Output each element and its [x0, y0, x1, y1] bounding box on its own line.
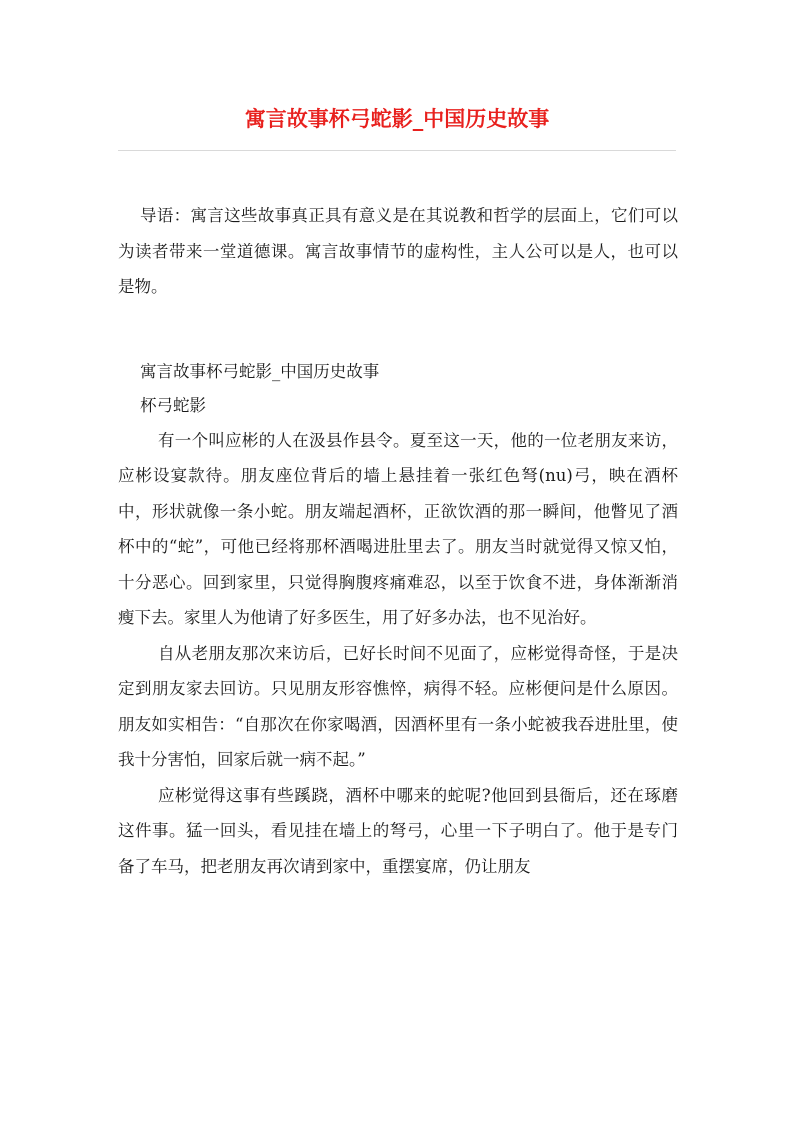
story-paragraph-3: 应彬觉得这事有些蹊跷，酒杯中哪来的蛇呢?他回到县衙后，还在琢磨这件事。猛一回头，看见挂在墙上的弩弓，心里一下子明白了。他于是专门备了车马，把老朋友再次请到家中，重摆宴席，仍让朋友 — [118, 785, 678, 876]
section-gap — [118, 305, 678, 355]
article-subtitle: 寓言故事杯弓蛇影_中国历史故事 — [140, 361, 380, 381]
story-title: 杯弓蛇影 — [140, 395, 206, 415]
document-title: 寓言故事杯弓蛇影_中国历史故事 — [244, 107, 550, 131]
document-body — [118, 198, 678, 884]
story-paragraph-2: 自从老朋友那次来访后，已好长时间不见面了，应彬觉得奇怪，于是决定到朋友家去回访。只见朋友形容憔悴，病得不轻。应彬便问是什么原因。朋友如实相告：“自那次在你家喝酒，因酒杯里有一条小蛇被我吞进肚里，使我十分害怕，回家后就一病不起。” — [118, 643, 678, 769]
title-divider — [118, 150, 676, 151]
intro-paragraph: 导语：寓言这些故事真正具有意义是在其说教和哲学的层面上，它们可以为读者带来一堂道德课。寓言故事情节的虚构性，主人公可以是人，也可以是物。 — [118, 206, 678, 296]
story-paragraph-1: 有一个叫应彬的人在汲县作县令。夏至这一天，他的一位老朋友来访，应彬设宴款待。朋友座位背后的墙上悬挂着一张红色弩(nu)弓，映在酒杯中，形状就像一条小蛇。朋友端起酒杯，正欲饮酒的那一瞬间，他瞥见了酒杯中的“蛇”，可他已经将那杯酒喝进肚里去了。朋友当时就觉得又惊又怕，十分恶心。回到家里，只觉得胸腹疼痛难忍，以至于饮食不进，身体渐渐消瘦下去。家里人为他请了好多医生，用了好多办法，也不见治好。 — [118, 430, 678, 627]
